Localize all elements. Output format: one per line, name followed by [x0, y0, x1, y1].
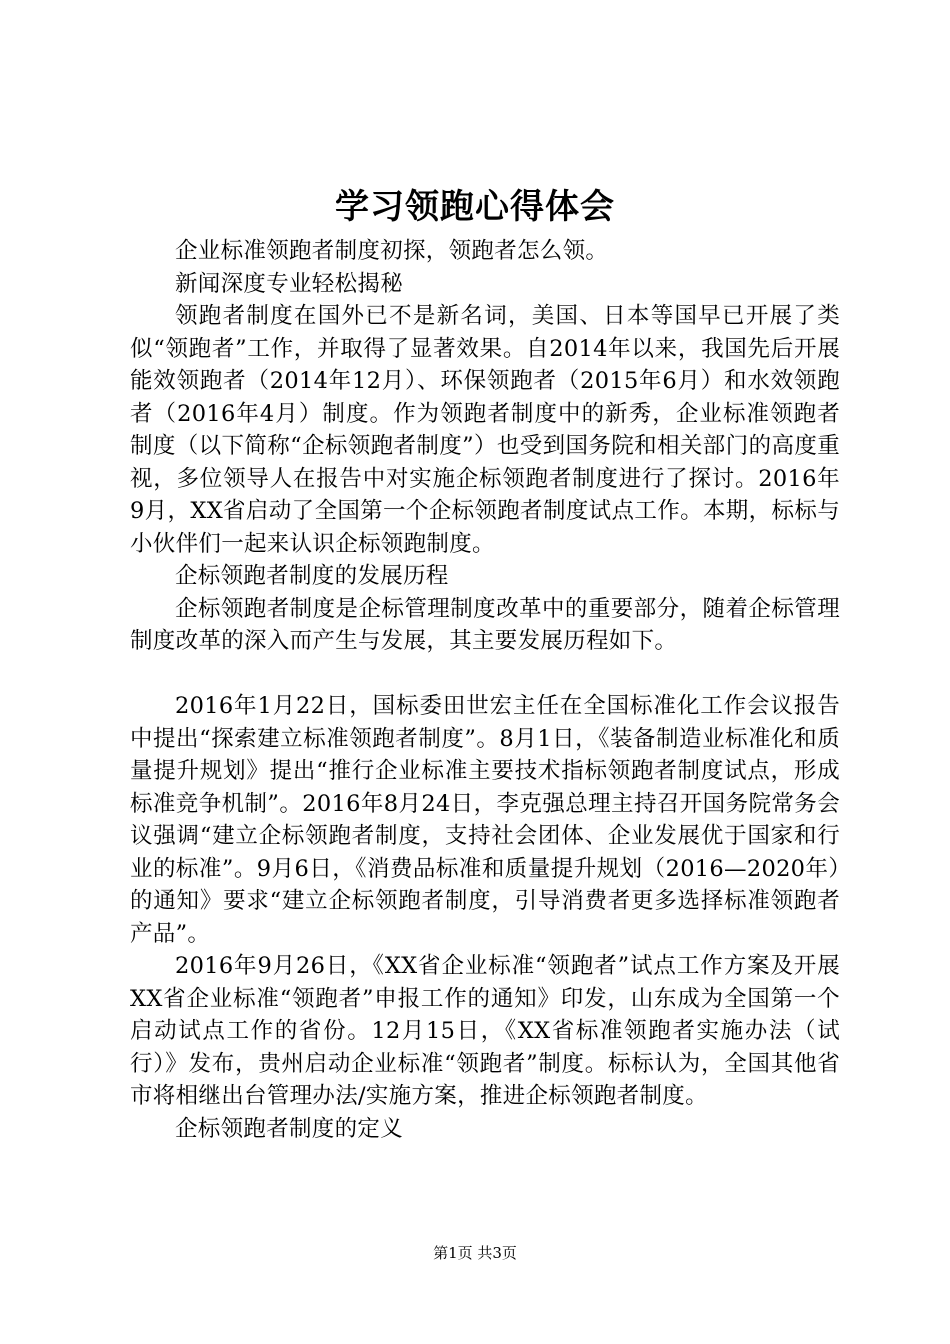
document-title: 学习领跑心得体会: [335, 187, 615, 227]
paragraph-background: 领跑者制度在国外已不是新名词，美国、日本等国早已开展了类似“领跑者”工作，并取得了显著效果。自2014年以来，我国先后开展能效领跑者（2014年12月）、环保领跑者（2015年6月）和水效领跑者（2016年4月）制度。作为领跑者制度中的新秀，企业标准领跑者制度（以下简称“企标领跑者制度”）也受到国务院和相关部门的高度重视，多位领导人在报告中对实施企标领跑者制度进行了探讨。2016年9月，XX省启动了全国第一个企标领跑者制度试点工作。本期，标标与小伙伴们一起来认识企标领跑制度。: [130, 303, 840, 557]
section-heading-history: 企标领跑者制度的发展历程: [175, 563, 449, 589]
document-body: [130, 235, 840, 1145]
page-footer: 第1页 共3页: [433, 1244, 517, 1262]
paragraph-tagline: 新闻深度专业轻松揭秘: [175, 270, 404, 297]
paragraph-history-intro: 企标领跑者制度是企标管理制度改革中的重要部分，随着企标管理制度改革的深入而产生与发展，其主要发展历程如下。: [130, 595, 840, 654]
paragraph-intro: 企业标准领跑者制度初探，领跑者怎么领。: [175, 238, 609, 264]
section-heading-definition: 企标领跑者制度的定义: [175, 1115, 404, 1142]
paragraph-history-pilot: 2016年9月26日，《XX省企业标准“领跑者”试点工作方案及开展XX省企业标准“领跑者”申报工作的通知》印发，山东成为全国第一个启动试点工作的省份。12月15日，《XX省标准领跑者实施办法（试行）》发布，贵州启动企业标准“领跑者”制度。标标认为，全国其他省市将相继出台管理办法/实施方案，推进企标领跑者制度。: [130, 953, 840, 1109]
paragraph-history-2016: 2016年1月22日，国标委田世宏主任在全国标准化工作会议报告中提出“探索建立标准领跑者制度”。8月1日，《装备制造业标准化和质量提升规划》提出“推行企业标准主要技术指标领跑者制度试点，形成标准竞争机制”。2016年8月24日，李克强总理主持召开国务院常务会议强调“建立企标领跑者制度，支持社会团体、企业发展优于国家和行业的标准”。9月6日，《消费品标准和质量提升规划（2016—2020年）的通知》要求“建立企标领跑者制度，引导消费者更多选择标准领跑者产品”。: [130, 693, 840, 947]
